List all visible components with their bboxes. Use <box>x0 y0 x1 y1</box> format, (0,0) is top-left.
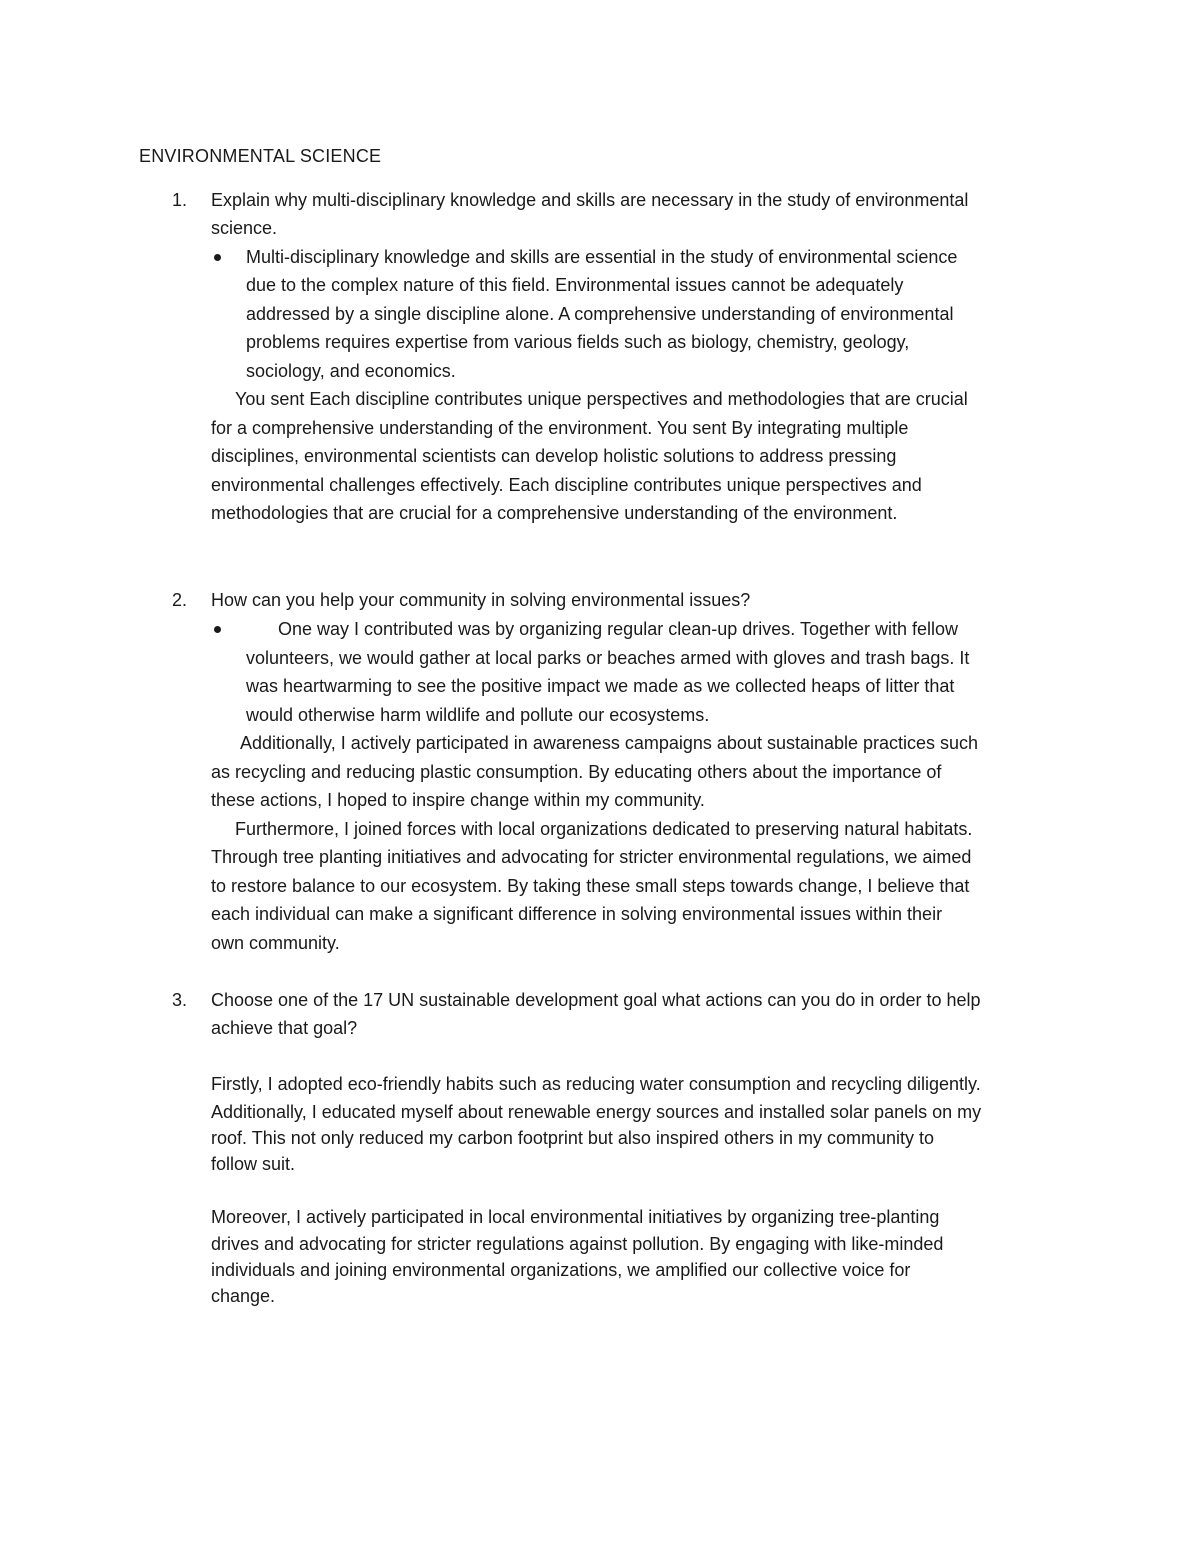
answer-2-paragraph-line: each individual can make a significant difference in solving environmental issues within their <box>211 904 943 924</box>
answer-1-bullet-line: due to the complex nature of this field. Environmental issues cannot be adequately <box>246 275 904 295</box>
bullet-icon <box>214 626 221 633</box>
answer-3-paragraph-line: change. <box>211 1286 276 1306</box>
bullet-icon <box>214 254 221 261</box>
answer-1-bullet-line: addressed by a single discipline alone. A comprehensive understanding of environmental <box>246 304 954 324</box>
answer-2-bullet-line: would otherwise harm wildlife and pollute our ecosystems. <box>246 705 710 725</box>
question-1-number: 1. <box>172 190 188 210</box>
answer-2-bullet-line: One way I contributed was by organizing regular clean-up drives. Together with fellow <box>278 619 959 639</box>
question-3-number: 3. <box>172 990 188 1010</box>
answer-2-paragraph-line: own community. <box>211 933 340 953</box>
answer-3-paragraph-line: follow suit. <box>211 1154 296 1174</box>
answer-3-paragraph-line: roof. This not only reduced my carbon footprint but also inspired others in my community to <box>211 1128 935 1148</box>
answer-3-paragraph-line: Moreover, I actively participated in local environmental initiatives by organizing tree-planting <box>211 1207 940 1227</box>
answer-1-paragraph-line: disciplines, environmental scientists can develop holistic solutions to address pressing <box>211 446 897 466</box>
answer-2-paragraph-line: Through tree planting initiatives and advocating for stricter environmental regulations, we aimed <box>211 847 972 867</box>
answer-1-bullet-line: sociology, and economics. <box>246 361 456 381</box>
answer-2-paragraph-line: Furthermore, I joined forces with local organizations dedicated to preserving natural habitats. <box>235 819 973 839</box>
question-2-text-line: How can you help your community in solving environmental issues? <box>211 590 751 610</box>
answer-2-bullet-line: was heartwarming to see the positive impact we made as we collected heaps of litter that <box>246 676 955 696</box>
answer-1-paragraph-line: for a comprehensive understanding of the environment. You sent By integrating multiple <box>211 418 909 438</box>
answer-2-paragraph-line: as recycling and reducing plastic consumption. By educating others about the importance of <box>211 762 942 782</box>
answer-3-paragraph-line: Firstly, I adopted eco-friendly habits such as reducing water consumption and recycling diligently. <box>211 1074 981 1094</box>
answer-1-paragraph-line: methodologies that are crucial for a comprehensive understanding of the environment. <box>211 503 898 523</box>
answer-2-paragraph-line: Additionally, I actively participated in awareness campaigns about sustainable practices such <box>240 733 979 753</box>
answer-2-bullet-line: volunteers, we would gather at local parks or beaches armed with gloves and trash bags. It <box>246 648 970 668</box>
answer-1-bullet-line: Multi-disciplinary knowledge and skills are essential in the study of environmental science <box>246 247 958 267</box>
answer-3-paragraph-line: Additionally, I educated myself about renewable energy sources and installed solar panels on my <box>211 1102 982 1122</box>
answer-3-paragraph-line: drives and advocating for stricter regulations against pollution. By engaging with like-minded <box>211 1234 944 1254</box>
answer-3-paragraph-line: individuals and joining environmental organizations, we amplified our collective voice for <box>211 1260 911 1280</box>
question-2-number: 2. <box>172 590 188 610</box>
answer-1-bullet-line: problems requires expertise from various fields such as biology, chemistry, geology, <box>246 332 910 352</box>
question-1-text-line: science. <box>211 218 278 238</box>
question-3-text-line: achieve that goal? <box>211 1018 358 1038</box>
answer-2-paragraph-line: these actions, I hoped to inspire change within my community. <box>211 790 705 810</box>
answer-1-paragraph-line: environmental challenges effectively. Each discipline contributes unique perspectives and <box>211 475 922 495</box>
answer-1-paragraph-line: You sent Each discipline contributes unique perspectives and methodologies that are crucial <box>235 389 968 409</box>
answer-2-paragraph-line: to restore balance to our ecosystem. By taking these small steps towards change, I believe that <box>211 876 970 896</box>
question-1-text-line: Explain why multi-disciplinary knowledge and skills are necessary in the study of environmental <box>211 190 969 210</box>
question-3-text-line: Choose one of the 17 UN sustainable development goal what actions can you do in order to help <box>211 990 981 1010</box>
document-title: ENVIRONMENTAL SCIENCE <box>139 146 382 166</box>
